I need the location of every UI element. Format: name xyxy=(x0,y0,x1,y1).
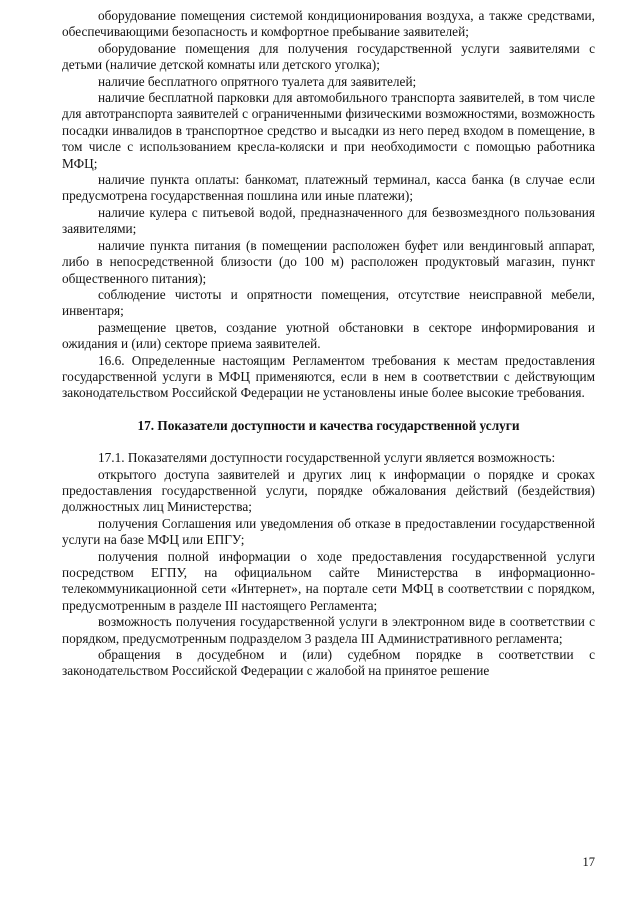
paragraph-16-6: 16.6. Определенные настоящим Регламентом требования к местам предоставления государственной услуги в МФЦ применяются, если в нем в соответствии с действующим законодательством Российской Федерации не установлены иные более высокие требования. xyxy=(62,352,595,401)
section-heading: 17. Показатели доступности и качества государственной услуги xyxy=(137,417,520,433)
paragraph-flowers: размещение цветов, создание уютной обстановки в секторе информирования и ожидания и (или) секторе приема заявителей. xyxy=(62,319,595,352)
paragraph-electronic: возможность получения государственной услуги в электронном виде в соответствии с порядком, предусмотренным подразделом 3 раздела III Административного регламента; xyxy=(62,614,595,646)
spacer xyxy=(62,402,595,418)
paragraph-children-room: оборудование помещения для получения государственной услуги заявителями с детьми (наличие детской комнаты или детского уголка); xyxy=(62,40,595,73)
paragraph-air-conditioning: оборудование помещения системой кондиционирования воздуха, а также средствами, обеспечивающими безопасность и комфортное пребывание заявителей; xyxy=(62,8,595,40)
paragraph-cleanliness: соблюдение чистоты и опрятности помещения, отсутствие неисправной мебели, инвентаря; xyxy=(62,286,595,319)
paragraph-appeal: обращения в досудебном и (или) судебном порядке в соответствии с законодательством Российской Федерации с жалобой на принятое решение xyxy=(62,647,595,679)
paragraph-17-1: 17.1. Показателями доступности государственной услуги является возможность: xyxy=(98,450,556,466)
paragraph-food-point: наличие пункта питания (в помещении расположен буфет или вендинговый аппарат, либо в непосредственной близости (до 100 м) расположен продуктовый магазин, пункт общественного питания); xyxy=(62,237,595,286)
paragraph-full-info: получения полной информации о ходе предоставления государственной услуги посредством ЕГПУ, на официальном сайте Министерства в информационно-телекоммуникационной сети «Интернет», на портале сети МФЦ в соответствии с порядком, предусмотренным в разделе III настоящего Регламента; xyxy=(62,548,595,613)
paragraph-toilet: наличие бесплатного опрятного туалета для заявителей; xyxy=(98,73,417,89)
paragraph-water-cooler: наличие кулера с питьевой водой, предназначенного для безвозмездного пользования заявителями; xyxy=(62,204,595,237)
paragraph-agreement: получения Соглашения или уведомления об отказе в предоставлении государственной услуги на базе МФЦ или ЕПГУ; xyxy=(62,515,595,548)
paragraph-open-access: открытого доступа заявителей и других лиц к информации о порядке и сроках предоставления государственной услуги, порядке обжалования действий (бездействия) должностных лиц Министерства; xyxy=(62,466,595,515)
spacer xyxy=(62,434,595,450)
page-number: 17 xyxy=(582,855,595,869)
paragraph-payment-point: наличие пункта оплаты: банкомат, платежный терминал, касса банка (в случае если предусмотрена государственная пошлина или иные платежи); xyxy=(62,172,595,204)
document-page xyxy=(62,8,595,680)
paragraph-parking: наличие бесплатной парковки для автомобильного транспорта заявителей, в том числе для автотранспорта заявителей с ограниченными физическими возможностями, возможность посадки инвалидов в транспортное средство и высадки из него перед входом в помещение, в том числе с использованием кресла-коляски и при необходимости с помощью работника МФЦ; xyxy=(62,90,595,171)
